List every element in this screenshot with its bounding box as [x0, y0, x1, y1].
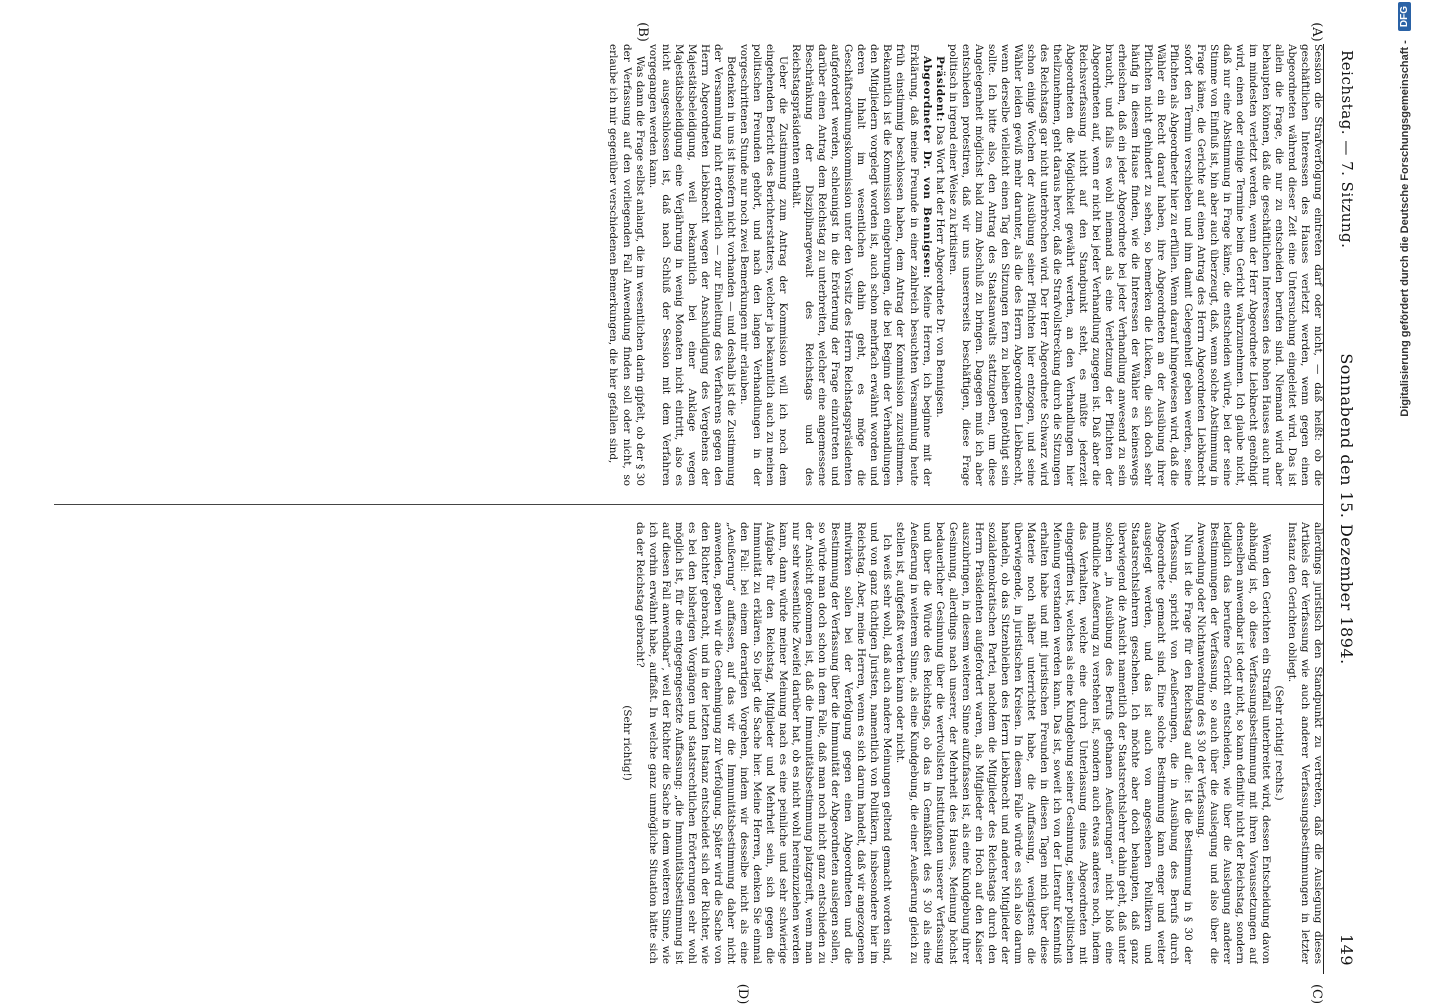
paragraph: Ueber die Zustimmung zum Antrag der Kommission will ich noch dem eingehenden Bericht des Berichterstatters, welcher ja bekanntlich auch zu meinen politischen Freunden gehört, und nach den langen Verhandlungen in der vorgeschrittenen Stunde nur noch zwei Bemerkungen mir erlauben. [737, 44, 790, 486]
digitization-credit [1398, 2, 1420, 952]
header-date: Sonnabend den 15. Dezember 1894. [1337, 353, 1356, 665]
column-divider [54, 504, 1324, 505]
page-number: 149 [1337, 933, 1356, 966]
speaker-label: Abgeordneter Dr. von Bennigsen: [920, 56, 933, 279]
paragraph [789, 44, 933, 486]
paragraph [933, 44, 946, 486]
interjection: (Sehr richtig!) [620, 705, 633, 781]
paragraph: Was dann die Frage selbst anlangt, die im wesentlichen darin gipfelt, ob der § 30 der Verfassung auf den vorliegenden Fall Anwendung finden soll oder nicht, so erlaube ich mir gegenüber verschiedenen Bemerkungen, die hier gefallen sind, [607, 44, 646, 486]
right-column [54, 522, 1324, 964]
header-left-text: Reichstag. — 7. Sitzung. [1338, 50, 1356, 249]
paragraph-text: Das Wort hat der Herr Abgeordnete Dr. von Bennigsen. [933, 125, 946, 418]
interjection: (Sehr richtig! rechts.) [1272, 685, 1285, 801]
page-header [1330, 44, 1356, 974]
left-column [54, 44, 1324, 486]
margin-letter-c: (C) [1309, 983, 1324, 1005]
rotated-document-page [30, 22, 1370, 1005]
dfg-logo: DFG [1398, 2, 1411, 31]
margin-letter-b: (B) [635, 22, 650, 42]
margin-letter-a: (A) [1309, 22, 1324, 42]
margin-letter-d: (D) [735, 983, 750, 1005]
credit-text: Digitalisierung gefördert durch die Deutsche Forschungsgemeinschaft - [1398, 40, 1411, 417]
paragraph: allerdings juristisch den Standpunkt zu vertreten, daß die Auslegung dieses Artikels der Verfassung wie auch anderer Verfassungsbestimmungen in letzter Instanz den Gerichten obliegt. [1285, 522, 1324, 964]
paragraph: Nun ist die Frage für den Reichstag auf die: Ist die Bestimmung in § 30 der Verfassung, spricht von Aeußerungen, die in Ausübung des Berufs durch Abgeordnete gemacht sind. Eine solche Bestimmung kann enger und weiter ausgelegt werden, und das ist auch von angesehenen Politikern und Staatsrechtslehrern geschehen. Ich möchte aber doch behaupten, daß ganz überwiegend die Ansicht namentlich der Staatsrechtslehrer dahin geht, daß unter solchen „in Ausübung des Berufs gethanen Aeußerungen“ nicht bloß eine mündliche Aeußerung zu verstehen ist, sondern auch etwas anderes noch, indem das Verhalten, welche eine durch Unterlassung eines Abgeordneten mit eingegriffen ist, welches als eine Kundgebung seiner Gesinnung, seiner politischen Meinung verstanden werden kann. Das ist, soweit ich von der Literatur Kenntniß erhalten habe und mit juristischen Freunden in diesen Tagen mich über diese Materie noch näher unterrichtet habe, die Auffassung, wenigstens die überwiegende, in juristischen Kreisen. In diesem Falle würde es sich also darum handeln, ob das Sitzenbleiben des Herrn Liebknecht und anderer Mitglieder der sozialdemokratischen Partei, nachdem die Mitglieder des Reichstags durch den Herrn Präsidenten aufgefordert waren, als Mitglieder ein Hoch auf den Kaiser auszubringen, in diesem weiteren Sinne aufzufassen ist, als eine Kundgebung ihrer Gesinnung, allerdings nach unserer, der Mehrheit des Hauses, Meinung höchst bedauerlicher Gesinnung über die wertvollsten Institutionen unserer Verfassung und über die Würde des Reichstags, ob das in Gemäßheit des § 30 als eine Aeußerung in weiterem Sinne, als eine Kundgebung, die einer Aeußerung gleich zu stellen ist, aufgefaßt werden kann oder nicht. [894, 522, 1194, 964]
speaker-label: Präsident: [933, 56, 946, 122]
paragraph-text: Meine Herren, ich beginne mit der Erklärung, daß meine Freunde in einer zahlreich besuchten Versammlung heute früh einstimmig beschlossen haben, dem Antrag der Kommission zuzustimmen. Bekanntlich ist die Kommission eingebrungen, die bei Beginn der Verhandlungen den Mitgliedern vorgelegt worden ist, auch schon mehrfach erwähnt worden und deren Inhalt im wesentlichen dahin geht, es möge die Geschäftsordnungskommission unter den Vorsitz des Herrn Reichstagspräsidenten aufgefordert werden, schleunigst in die Erörterung der Frage einzutreten und darüber einen Antrag dem Reichstag zu unterbreiten, welcher eine angemessene Beschränkung der Disziplinargewalt des Reichstags und des Reichstagspräsidenten enthält. [790, 44, 933, 486]
paragraph: Wenn den Gerichten ein Straffall unterbreitet wird, dessen Entscheidung davon abhängig ist, ob diese Verfassungsbestimmung mit ihren Voraussetzungen auf denselben anwendbar ist oder nicht, so kann definitiv nicht der Reichstag, sondern lediglich das berufene Gericht entscheiden, wie über die Auslegung anderer Bestimmungen der Verfassung, so auch über die Auslegung und also über die Anwendung oder Nichtanwendung des § 30 der Verfassung. [1194, 522, 1272, 964]
paragraph: Bedenken in uns ist insofern nicht vorhanden — und deshalb ist die Zustimmung der Versammlung nicht erforderlich — zur Einleitung des Verfahrens gegen den Herrn Abgeordneten Liebknecht wegen der Anschuldigung des Vergehens der Majestätsbeleidigung, weil bekanntlich bei einer Anklage wegen Majestätsbeleidigung eine Verjährung in wenig Monaten nicht eintritt, also es nicht ausgeschlossen ist, daß nach Schluß der Session mit dem Verfahren vorgegangen werden kann. [646, 44, 737, 486]
paragraph: Ich weiß sehr wohl, daß auch andere Meinungen geltend gemacht worden sind, und von ganz tüchtigen Juristen, namentlich von Politikern, insbesondere hier im Reichstag. Aber, meine Herren, wenn es sich darum handelt, daß wir angezogenen mitwirken sollen bei der Verfolgung gegen einen Abgeordneten und die Bestimmung der Verfassung über die Immunität der Abgeordneten auslegen sollen, so würde man doch schon in dem Falle, daß man noch nicht ganz entschieden zu der Ansicht gekommen ist, daß die Immunitätsbestimmung platzgreift, wenn man nur sehr wesentliche Zweifel darüber hat, ob es nicht wohl hereinzuziehen werden kann, dann würde meiner Meinung nach es eine peinliche und sehr schwierige Aufgabe für den Reichstag, Mitglieder und Mehrheit sein, sich gegen die Immunität zu erklären. So liegt die Sache hier. Meine Herren, denken Sie einmal den Fall: bei einem derartigen Vorgehen, indem wir desselbe nicht als eine „Aeußerung“ auffassen, auf das wir die Immunitätsbestimmung daher nicht anwenden, geben wir die Genehmigung zur Verfolgung. Später wird die Sache von den Richter gebracht, und in der letzten Instanz entscheidet sich der Richter, wie es bei den bisherigen Vorgängen und staatsrechtlichen Erörterungen sehr wohl möglich ist, für die entgegengesetzte Auffassung: „die Immunitätsbestimmung ist auf diesen Fall anwendbar“, weil der Richter die Sache in dem weiteren Sinne, wie ich vorhin erwähnt habe, auffaßt. In welche ganz unmögliche Situation hätte sich da der Reichstag gebracht? [633, 522, 894, 964]
paragraph: Session die Strafverfolgung eintreten darf oder nicht, — daß heißt: ob die geschäftlichen Interessen des Hauses verletzt werden, wenn gegen einen Abgeordneten während dieser Zeit eine Untersuchung eingeleitet wird. Das ist allein die Frage, die nur zu entscheiden berufen sind. Niemand wird aber behaupten können, daß die geschäftlichen Interessen des hohen Hauses auch nur im mindesten verletzt werden, wenn der Herr Abgeordnete Liebknecht genöthigt wird, einen oder einige Termine beim Gericht wahrzunehmen. Ich glaube nicht, daß nur eine Abstimmung in Frage käme, die entscheiden würde, bei der seine Stimme von Einfluß ist, bin aber auch überzeugt, daß, wenn solche Abstimmung in Frage käme, die Gerichte auf einen Antrag des Herrn Abgeordneten Liebknecht sofort den Termin verschieben und ihm damit Gelegenheit geben werden, seine Pflichten als Abgeordneter hier zu erfüllen. Wenn darauf hingewiesen wird, daß die Wähler ein Recht darauf haben, ihre Abgeordneten an der Ausübung ihrer Pflichten nicht gehindert zu sehen, so bemerken die Lücken, die sich doch sehr häufig in diesem Hause finden, wie die Interessen der Wähler es keineswegs erheischen, daß ein jeder Abgeordnete bei jeder Verhandlung anwesend zu sein braucht, und falls es wohl niemand als eine Verletzung der Pflichten der Abgeordneten auf, wenn er nicht bei jeder Verhandlung zugegen ist. Daß aber die Reichsverfassung nicht auf den Standpunkt steht, es müßte jederzeit Abgeordneten die Möglichkeit gewährt werden, an den Verhandlungen hier theilzunehmen, geht daraus hervor, daß die Strafvollstreckung durch die Sitzungen des Reichstags gar nicht unterbrochen wird. Der Herr Abgeordnete Schwarz wird schon einige Wochen der Ausübung seiner Pflichten hier entzogen, und seine Wähler leiden gewiß mehr darunter, als die des Herrn Abgeordneten Liebknecht, wenn derselbe vielleicht einen Tag den Sitzungen fern zu bleiben genöthigt sein sollte. Ich bitte also, den Antrag des Staatsanwalts stattzugeben, um diese Angelegenheit möglichst bald zum Abschluß zu bringen. Dagegen muß ich aber entschieden protestiren, daß wir uns unsererseits beschäftigen, diese Frage politisch in irgend einer Weise zu kritisiren. [946, 44, 1324, 486]
